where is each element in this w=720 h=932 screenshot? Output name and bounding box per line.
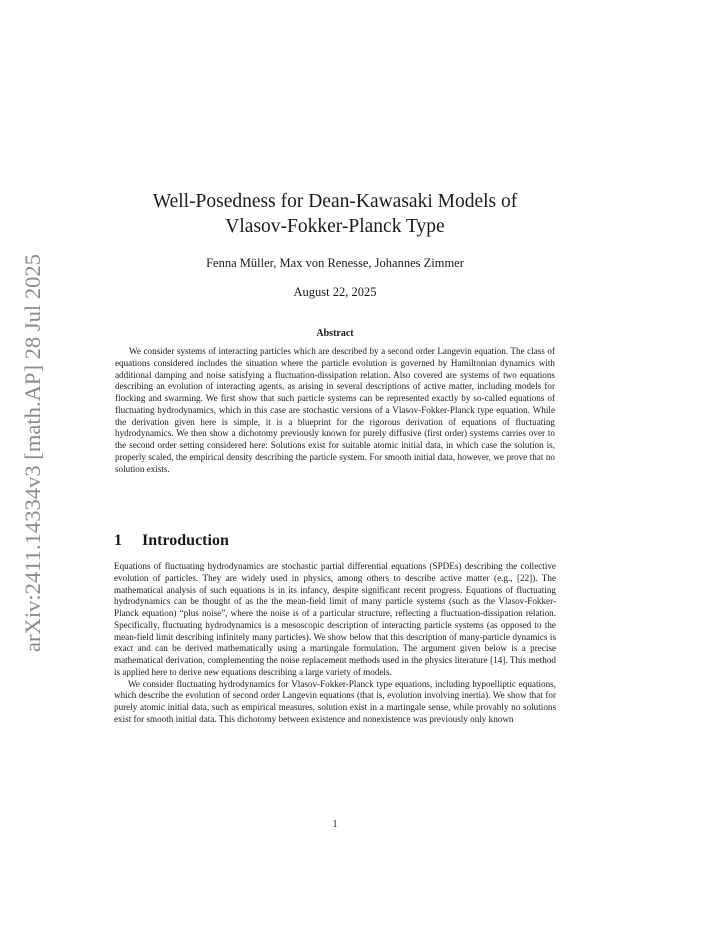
abstract-text: We consider systems of interacting particles which are described by a second order Langevin equation. The class of equations considered includes the situation where the particle evolution is governed by Hamiltonian dynamics with additional damping and noise satisfying a fluctuation-dissipation relation. Also covered are systems of two equations describing an evolution of interacting agents, as arising in several descriptions of active matter, including models for flocking and swarming. We first show that such particle systems can be represented exactly by so-called equations of fluctuating hydrodynamics, which in this case are stochastic versions of a Vlasov-Fokker-Planck type equation. While the derivation given here is simple, it is a blueprint for the rigorous derivation of equations of fluctuating hydrodynamics. We then show a dichotomy previously known for purely diffusive (first order) systems carries over to the second order setting considered here: Solutions exist for suitable atomic initial data, in which case the solution is, properly scaled, the empirical density describing the particle system. For smooth initial data, however, we prove that no solution exists.	[115, 346, 555, 474]
section-heading-introduction	[114, 531, 564, 551]
arxiv-stamp-text: arXiv:2411.14334v3 [math.AP] 28 Jul 2025	[20, 264, 45, 652]
intro-paragraph-2: We consider fluctuating hydrodynamics for Vlasov-Fokker-Planck type equations, including hypoelliptic equations, which describe the evolution of second order Langevin equations (that is, evolution involving inertia). We show that for purely atomic initial data, such as empirical measures, solution exist in a martingale sense, while provably no solutions exist for smooth initial data. This dichotomy between existence and nonexistence was previously only known	[114, 678, 556, 724]
abstract-heading: Abstract	[316, 328, 354, 339]
paper-date: August 22, 2025	[293, 285, 377, 299]
intro-paragraph-1: Equations of fluctuating hydrodynamics are stochastic partial differential equations (SPDEs) describing the collective evolution of particles. They are widely used in physics, among others to describe active matter (e.g., [22]). The mathematical analysis of such equations is in its infancy, despite significant recent progress. Equations of fluctuating hydrodynamics can be thought of as the the mean-field limit of many particle systems (such as the Vlasov-Fokker-Planck equation) “plus noise”, where the noise is of a particular structure, reflecting a fluctuation-dissipation relation. Specifically, fluctuating hydrodynamics is a mesoscopic description of interacting particle systems (as opposed to the mean-field limit describing infinitely many particles). We show below that this description of many-particle dynamics is exact and can be derived mathematically using a martingale formulation. The argument given below is a precise mathematical derivation, complementing the noise replacement methods used in the physics literature [14]. This method is applied here to derive new equations describing a large variety of models.	[114, 561, 556, 677]
introduction-body	[114, 561, 556, 726]
section-title: Introduction	[142, 532, 229, 549]
page-number: 1	[332, 819, 338, 830]
title-line-2: Vlasov-Fokker-Planck Type	[225, 216, 445, 237]
arxiv-stamp-graphic	[8, 252, 54, 652]
author-list: Fenna Müller, Max von Renesse, Johannes Zimmer	[206, 256, 464, 270]
paper-title	[120, 189, 550, 239]
arxiv-identifier-stamp	[8, 252, 54, 652]
title-line-1: Well-Posedness for Dean-Kawasaki Models of	[152, 191, 518, 212]
section-number: 1	[114, 532, 122, 549]
